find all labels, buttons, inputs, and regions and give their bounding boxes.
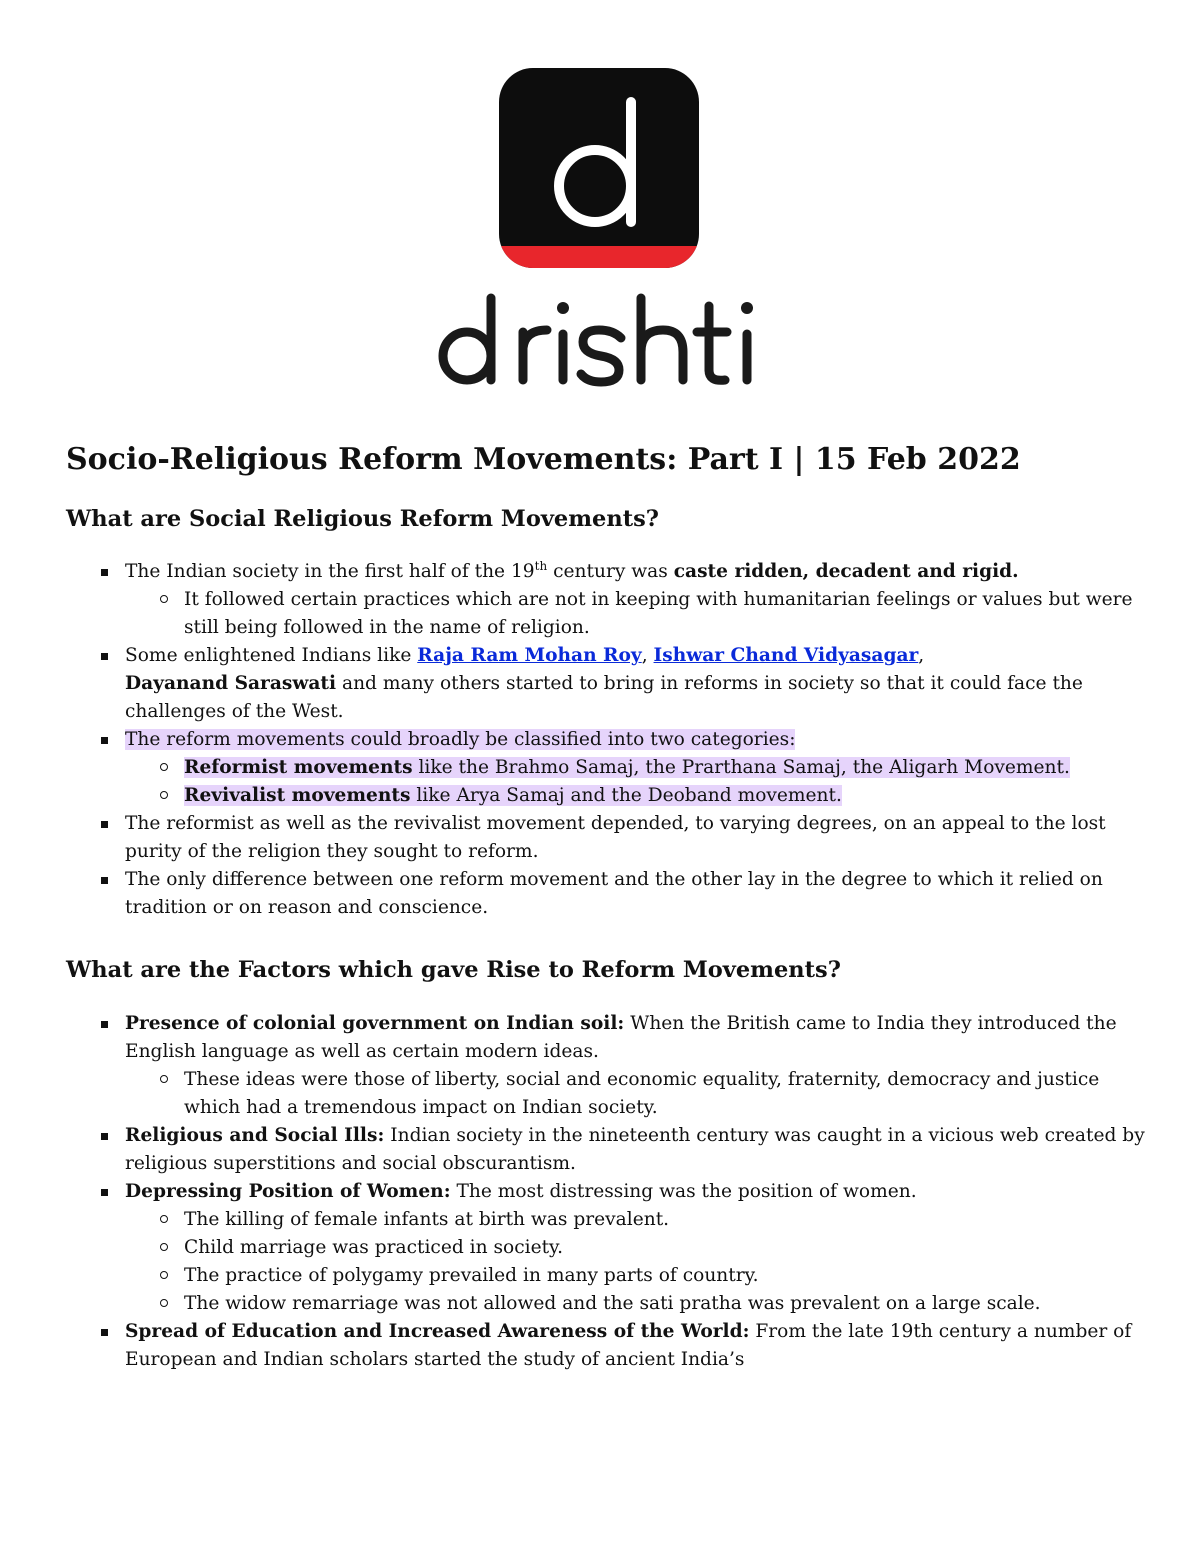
list-item: [125, 1122, 1146, 1178]
drishti-wordmark: [437, 268, 767, 468]
highlighted-text: The reform movements could broadly be classified into two categories:: [125, 729, 796, 751]
list-item: The reformist as well as the revivalist movement depended, to varying degrees, on an appeal to the lost purity of the religion they sought to reform.: [125, 810, 1146, 866]
item-text: From the late 19th century a number of European and Indian scholars started the study of ancient India’s: [125, 1320, 1132, 1370]
sub-list-item: The killing of female infants at birth was prevalent.: [184, 1206, 1146, 1234]
link-ishwar-chand-vidyasagar[interactable]: Ishwar Chand Vidyasagar: [653, 645, 919, 667]
sub-list: [125, 1066, 1146, 1122]
highlighted-text: [184, 785, 842, 806]
section-heading: What are the Factors which gave Rise to Reform Movements?: [66, 957, 841, 984]
list-item: [125, 1318, 1146, 1374]
item-bold: Revivalist movements: [184, 785, 411, 807]
superscript: th: [534, 559, 548, 574]
item-bold: Reformist movements: [184, 757, 413, 779]
sub-list-item: [184, 754, 1146, 782]
sub-list-item: Child marriage was practiced in society.: [184, 1234, 1146, 1262]
item-text: When the British came to India they introduced the English language as well as certain modern ideas.: [125, 1012, 1117, 1062]
item-text: like Arya Samaj and the Deoband movement.: [410, 785, 842, 807]
item-bold: Spread of Education and Increased Awareness of the World:: [125, 1320, 750, 1342]
highlighted-text: [184, 757, 1070, 778]
list-item: [125, 642, 1146, 726]
separator: ,: [641, 645, 654, 667]
item-bold: Dayanand Saraswati: [125, 673, 337, 695]
item-text: The most distressing was the position of women.: [450, 1180, 917, 1202]
sub-list-item: The widow remarriage was not allowed and the sati pratha was prevalent on a large scale.: [184, 1290, 1146, 1318]
item-text: The Indian society in the first half of the 19: [125, 561, 535, 583]
item-text: and many others started to bring in reforms in society so that it could face the challenges of the West.: [125, 673, 1083, 723]
list-item: [125, 1010, 1146, 1122]
item-bold: Depressing Position of Women:: [125, 1180, 451, 1202]
item-text: like the Brahmo Samaj, the Prarthana Samaj, the Aligarh Movement.: [412, 757, 1070, 779]
page-title: Socio-Religious Reform Movements: Part I | 15 Feb 2022: [66, 442, 1021, 477]
bullet-list: [66, 1010, 1146, 1374]
sub-list-item: [184, 782, 1146, 810]
item-text: Some enlightened Indians like: [125, 645, 418, 667]
item-text: Indian society in the nineteenth century was caught in a vicious web created by religious superstitions and social obscurantism.: [125, 1124, 1145, 1174]
sub-list-item: It followed certain practices which are not in keeping with humanitarian feelings or values but were still being followed in the name of religion.: [184, 586, 1146, 642]
sub-list: [125, 586, 1146, 642]
list-item: [125, 726, 1146, 810]
item-bold: Presence of colonial government on Indian soil:: [125, 1012, 625, 1034]
list-item: The only difference between one reform movement and the other lay in the degree to which it relied on tradition or on reason and conscience.: [125, 866, 1146, 922]
sub-list: [125, 1206, 1146, 1318]
article: [66, 440, 1146, 1408]
separator: ,: [918, 645, 925, 667]
bullet-list: [66, 558, 1146, 922]
item-text: century was: [547, 561, 674, 583]
link-raja-ram-mohan-roy[interactable]: Raja Ram Mohan Roy: [417, 645, 642, 667]
sub-list-item: The practice of polygamy prevailed in many parts of country.: [184, 1262, 1146, 1290]
sub-list: [125, 754, 1146, 810]
list-item: [125, 558, 1146, 642]
item-bold: Religious and Social Ills:: [125, 1124, 385, 1146]
list-item: [125, 1178, 1146, 1318]
section-heading: What are Social Religious Reform Movements?: [66, 506, 659, 532]
item-bold: caste ridden, decadent and rigid.: [673, 561, 1019, 583]
drishti-app-icon: [499, 68, 699, 268]
sub-list-item: These ideas were those of liberty, social and economic equality, fraternity, democracy and justice which had a tremendous impact on Indian society.: [184, 1066, 1146, 1122]
